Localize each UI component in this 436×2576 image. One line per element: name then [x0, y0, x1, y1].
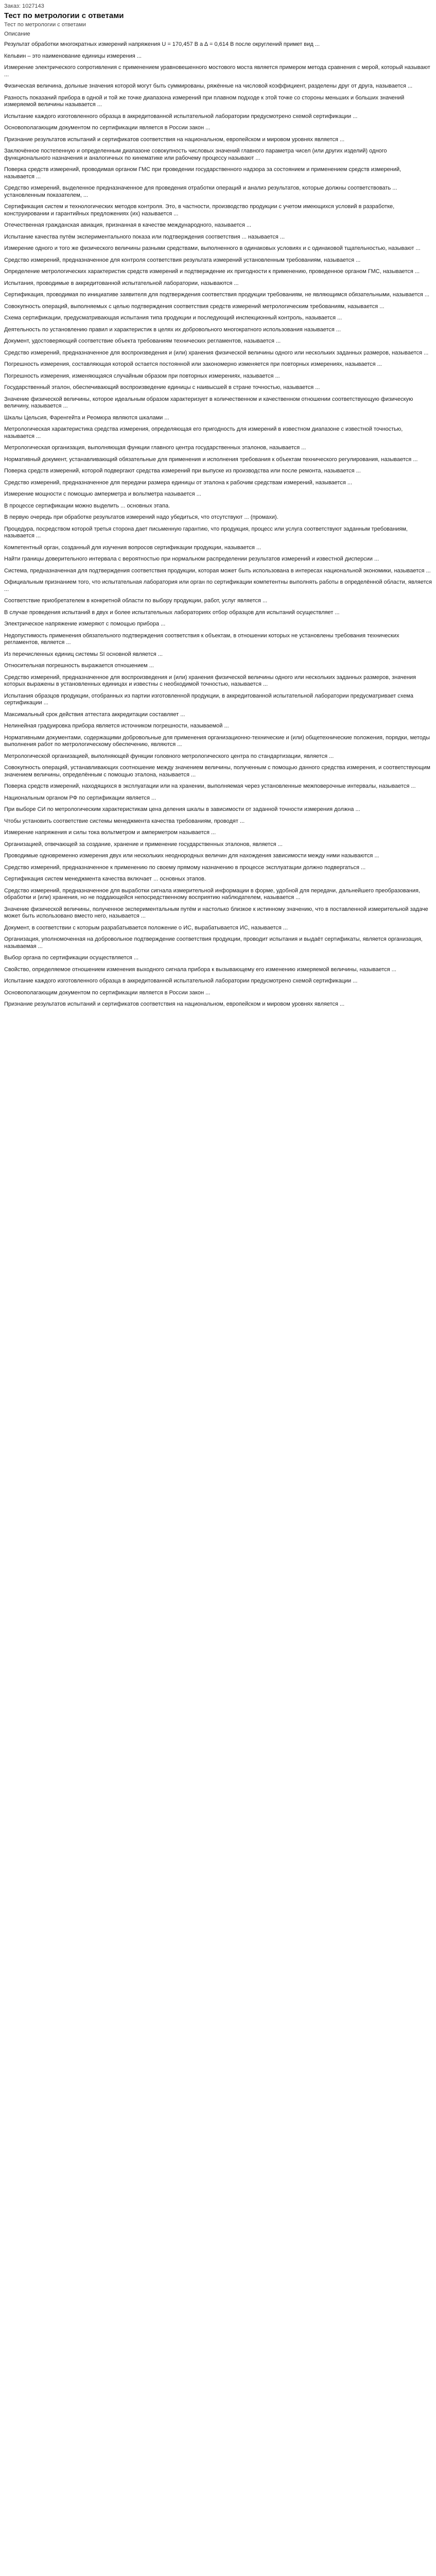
question-item	[4, 876, 432, 883]
question-item	[4, 64, 432, 78]
question-item	[4, 137, 432, 144]
question-item	[4, 480, 432, 487]
question-item	[4, 936, 432, 950]
question-item	[4, 978, 432, 985]
question-text: Поверка средств измерений, находящихся в эксплуатации или на хранении, выполняемая через установленные межповерочные интервалы, называется ...	[4, 783, 416, 789]
question-text: Нормативный документ, устанавливающий обязательные для применения и исполнения требования к объектам технического регулирования, называется ...	[4, 456, 418, 463]
question-item	[4, 568, 432, 575]
question-text: Средство измерений, выделенное предназначенное для проведения отработки операций и анализ результатов, которые должны соответствовать ... установленным показателем, ...	[4, 185, 399, 198]
question-item	[4, 723, 432, 730]
question-text: Государственный эталон, обеспечивающий воспроизведение единицы с наивысшей в стране точностью, называется ...	[4, 384, 320, 391]
question-text: Национальным органом РФ по сертификации является ...	[4, 794, 156, 801]
question-item	[4, 338, 432, 345]
question-text: Метрологическая организация, выполняющая функции главного центра государственных эталонов, называется ...	[4, 445, 306, 451]
question-item	[4, 925, 432, 932]
question-text: Нормативными документами, содержащими добровольные для применения организационно-технические и (или) общетехнические положения, порядки, методы выполнения работ по метрологическому обеспечению, являются ...	[4, 734, 432, 748]
question-item	[4, 245, 432, 252]
question-item	[4, 693, 432, 707]
question-item	[4, 735, 432, 749]
question-item	[4, 95, 432, 109]
question-item	[4, 806, 432, 814]
question-text: Средство измерений, предназначенное для воспроизведения и (или) хранения физической величины одного или нескольких заданных размеров, называется ...	[4, 349, 429, 356]
question-text: Процедура, посредством которой третья сторона дает письменную гарантию, что продукция, процесс или услуга соответствуют заданным требованиям, называется ...	[4, 526, 409, 539]
question-text: Чтобы установить соответствие системы менеджмента качества требованиям, проводят ...	[4, 818, 245, 824]
document-page	[0, 0, 436, 1023]
question-item	[4, 491, 432, 498]
question-text: Сертификация, проводимая по инициативе заявителя для подтверждения соответствия продукции требованиям, не являющимся обязательными, называется ...	[4, 292, 430, 298]
question-text: Признание результатов испытаний и сертификатов соответствия на национальном, европейском и мировом уровнях является ...	[4, 1001, 345, 1007]
question-text: Средство измерений, предназначенное для передачи размера единицы от эталона к рабочим средствам измерений, называется ...	[4, 479, 353, 486]
question-text: Физическая величина, дольные значения которой могут быть суммированы, ряжённые на числовой коэффициент, разделены друг от друга, называется ...	[4, 83, 413, 89]
question-text: Испытания, проводимые в аккредитованной испытательной лаборатории, называются ...	[4, 280, 239, 286]
question-item	[4, 292, 432, 299]
question-item	[4, 598, 432, 605]
question-text: Электрическое напряжение измеряют с помощью прибора ...	[4, 621, 166, 627]
question-text: Измерение электрического сопротивления с применением уравновешенного мостового моста является примером метода сравнения с мерой, который называют ...	[4, 64, 432, 78]
order-number: Заказ: 1027143	[4, 3, 44, 9]
question-text: Средство измерений, предназначенное для контроля соответствия результата измерений установленным требованиям, называется ...	[4, 257, 361, 263]
question-text: Результат обработки многократных измерений напряжения U = 170,457 В а ∆ = 0,614 В после округлений примет вид ...	[4, 41, 320, 47]
question-item	[4, 257, 432, 264]
question-text: Официальным признанием того, что испытательная лаборатория или орган по сертификации компетентны выполнять работы в определённой области, является ...	[4, 579, 434, 592]
page-subtitle: Тест по метрологии с ответами	[4, 22, 86, 28]
question-text: Измерение одного и того же физического величины разными средствами, выполненного в одинаковых условиях и с одинаковой тщательностью, называют ...	[4, 245, 421, 251]
question-text: Максимальный срок действия аттестата аккредитации составляет ...	[4, 711, 185, 718]
question-item	[4, 426, 432, 440]
question-text: Организацией, отвечающей за создание, хранение и применение государственных эталонов, является ...	[4, 841, 283, 848]
question-text: Метрологическая характеристика средства измерения, определяющая его пригодность для измерений в известном диапазоне с известной точностью, называется ...	[4, 426, 405, 439]
question-text: Средство измерений, предназначенное для выработки сигнала измерительной информации в форме, удобной для передачи, дальнейшего преобразования, обработки и (или) хранения, но не поддающейся непосредственному восприятию наблюдателем, называется ...	[4, 887, 422, 901]
question-text: Испытание каждого изготовленного образца в аккредитованной испытательной лаборатории предусмотрено схемой сертификации ...	[4, 113, 358, 120]
question-item	[4, 783, 432, 790]
question-item	[4, 829, 432, 837]
question-text: Документ, удостоверяющий соответствие объекта требованиям технических регламентов, называется ...	[4, 338, 281, 344]
question-text: Заключённое постепенную и определенным диапазоне совокупность числовых значений главного параметра чисел (или других изделий) одного функционального назначения и аналогичных по кинематике или рабочему процессу называют ...	[4, 148, 389, 161]
question-item	[4, 222, 432, 229]
question-item	[4, 865, 432, 872]
question-item	[4, 765, 432, 778]
question-text: В случае проведения испытаний в двух и более испытательных лабораториях отбор образцов для испытаний осуществляет ...	[4, 609, 340, 616]
question-text: При выборе СИ по метрологическим характеристикам цена деления шкалы в зависимости от заданной точности измерения должна ...	[4, 806, 360, 812]
question-item	[4, 514, 432, 521]
question-text: Свойство, определяемое отношением изменения выходного сигнала прибора к вызывающему его изменению измеряемой величины, называется ...	[4, 966, 396, 973]
question-item	[4, 633, 432, 647]
question-item	[4, 841, 432, 849]
question-text: В процессе сертификации можно выделить ... основных этапа.	[4, 502, 170, 509]
question-item	[4, 204, 432, 217]
question-list	[4, 41, 432, 1008]
question-item	[4, 53, 432, 60]
question-text: Сертификация систем менеджмента качества включает ... основных этапов.	[4, 876, 206, 882]
question-item	[4, 125, 432, 132]
question-item	[4, 609, 432, 617]
question-text: Документ, в соответствии с которым разрабатывается положение о ИС, вырабатывается ИС, называется ...	[4, 924, 288, 931]
question-text: Основополагающим документом по сертификации является в России закон ...	[4, 989, 211, 996]
question-text: Из перечисленных единиц системы SI основной является ...	[4, 651, 163, 657]
question-text: Совокупность операций, устанавливающих соотношение между значением величины, полученным с помощью данного средства измерения, и соответствующим значением величины, определённым с помощью эталона, называется ...	[4, 765, 432, 778]
question-item	[4, 456, 432, 464]
question-item	[4, 166, 432, 180]
question-text: Система, предназначенная для подтверждения соответствия продукции, которая может быть использована в интересах национальной экономики, называется ...	[4, 567, 431, 574]
question-item	[4, 384, 432, 392]
question-item	[4, 445, 432, 452]
question-text: Значение физической величины, которое идеальным образом характеризует в количественном и качественном отношении соответствующую физическую величину, называется ...	[4, 396, 415, 409]
question-text: Значение физической величины, полученное экспериментальным путём и настолько близкое к истинному значению, что в поставленной измерительной задаче может быть использовано вместо него, называется ...	[4, 906, 430, 919]
question-item	[4, 795, 432, 802]
question-text: Измерение мощности с помощью амперметра и вольтметра называется ...	[4, 491, 201, 497]
question-item	[4, 1001, 432, 1008]
question-item	[4, 83, 432, 90]
question-text: Шкалы Цельсия, Фаренгейта и Реомюра являются шкалами ...	[4, 414, 169, 421]
question-text: Недопустимость применения обязательного подтверждения соответствия к объектам, в отношении которых не установлены требования технических регламентов, является ...	[4, 632, 401, 646]
question-text: Совокупность операций, выполняемых с целью подтверждения соответствия средств измерений метрологическим требованиям, называется ...	[4, 303, 385, 310]
question-text: Сертификация систем и технологических методов контроля. Это, в частности, производство продукции с учетом имеющихся условий в разработке, конструировании и гарантийных предложениях (их) называется ...	[4, 204, 396, 217]
question-text: Средство измерений, предназначенное к применению по своему прямому назначению в процессе эксплуатации должно подвергаться ...	[4, 864, 366, 871]
page-title: Тест по метрологии с ответами	[4, 11, 124, 20]
question-text: Средство измерений, предназначенное для воспроизведения и (или) хранения физической величины одного или нескольких заданных размеров, значения которых выражены в установленных единицах и известны с необходимой точностью, называется ...	[4, 674, 418, 687]
question-item	[4, 350, 432, 357]
question-text: Метрологической организацией, выполняющей функции головного метрологического центра по стандартизации, является ...	[4, 753, 334, 759]
question-item	[4, 579, 432, 593]
question-text: Измерение напряжения и силы тока вольтметром и амперметром называется ...	[4, 829, 216, 836]
question-item	[4, 268, 432, 276]
question-item	[4, 674, 432, 688]
question-text: Погрешность измерения, изменяющаяся случайным образом при повторных измерениях, называется ...	[4, 372, 280, 379]
question-item	[4, 396, 432, 410]
question-text: Испытание качества путём экспериментального показа или подтверждения соответствия ... называется ...	[4, 233, 285, 240]
question-item	[4, 415, 432, 422]
question-item	[4, 113, 432, 121]
question-item	[4, 148, 432, 162]
question-item	[4, 651, 432, 658]
question-text: Кельвин – это наименование единицы измерения ...	[4, 53, 142, 59]
question-text: Найти границы доверительного интервала с вероятностью при нормальном распределении результатов измерений и известной дисперсии ...	[4, 556, 379, 562]
question-text: Соответствие приобретателем в конкретной области по выбору продукции, работ, услуг является ...	[4, 598, 268, 604]
question-item	[4, 663, 432, 670]
question-item	[4, 327, 432, 334]
question-item	[4, 315, 432, 322]
question-item	[4, 711, 432, 719]
question-text: Проводимые одновременно измерения двух или нескольких неоднородных величин для нахождения зависимости между ними называются ...	[4, 853, 379, 859]
question-text: В первую очередь при обработке результатов измерений надо убедиться, что отсутствуют ... (промахи).	[4, 514, 278, 520]
question-text: Поверка средств измерений, проводимая органом ГМС при проведении государственного надзора за состоянием и применением средств измерений, называется ...	[4, 166, 403, 180]
question-item	[4, 468, 432, 475]
question-text: Схема сертификации, предусматривающая испытания типа продукции и последующий инспекционный контроль, называется ...	[4, 315, 342, 321]
question-item	[4, 621, 432, 628]
question-text: Определение метрологических характеристик средств измерений и подтверждение их пригодности к применению, проведенное органом ГМС, называется ...	[4, 268, 420, 275]
question-text: Испытание каждого изготовленного образца в аккредитованной испытательной лаборатории предусмотрено схемой сертификации ...	[4, 978, 358, 984]
question-item	[4, 955, 432, 962]
question-item	[4, 373, 432, 380]
question-item	[4, 967, 432, 974]
question-item	[4, 753, 432, 760]
question-text: Отечественная гражданская авиация, признанная в качестве международного, называется ...	[4, 222, 252, 228]
question-item	[4, 545, 432, 552]
question-item	[4, 185, 432, 199]
question-text: Основополагающим документом по сертификации является в России закон ...	[4, 125, 211, 131]
question-item	[4, 818, 432, 825]
question-item	[4, 234, 432, 241]
question-text: Нелинейная градуировка прибора является источником погрешности, называемой ...	[4, 723, 229, 729]
question-text: Испытания образцов продукции, отобранных из партии изготовленной продукции, в аккредитованной испытательной лаборатории предусматривает схема сертификации ...	[4, 692, 415, 706]
question-item	[4, 853, 432, 860]
section-heading: Описание	[4, 31, 30, 37]
question-item	[4, 280, 432, 287]
question-text: Разность показаний прибора в одной и той же точке диапазона измерений при плавном подходе к этой точке со стороны меньших и больших значений измеряемой величины называется ...	[4, 94, 406, 108]
question-text: Организация, уполномоченная на добровольное подтверждение соответствия продукции, проводит испытания и выдаёт сертификаты, является организация, называемая ...	[4, 936, 424, 950]
question-text: Компетентный орган, созданный для изучения вопросов сертификации продукции, называется ...	[4, 544, 261, 551]
question-item	[4, 41, 432, 48]
question-item	[4, 503, 432, 510]
question-item	[4, 361, 432, 368]
question-item	[4, 888, 432, 902]
question-text: Признание результатов испытаний и сертификатов соответствия на национальном, европейском и мировом уровнях является ...	[4, 136, 345, 143]
question-text: Деятельность по установлению правил и характеристик в целях их добровольного многократного использования называется ...	[4, 326, 341, 333]
question-item	[4, 556, 432, 563]
question-text: Поверка средств измерений, которой подвергают средства измерений при выпуске из производства или после ремонта, называется ...	[4, 468, 361, 474]
question-text: Относительная погрешность выражается отношением ...	[4, 663, 154, 669]
question-item	[4, 526, 432, 540]
question-item	[4, 990, 432, 997]
question-text: Погрешность измерения, составляющая которой остается постоянной или закономерно изменяется при повторных измерениях, называется ...	[4, 361, 382, 367]
question-item	[4, 303, 432, 311]
question-text: Выбор органа по сертификации осуществляется ...	[4, 955, 139, 961]
question-item	[4, 906, 432, 920]
